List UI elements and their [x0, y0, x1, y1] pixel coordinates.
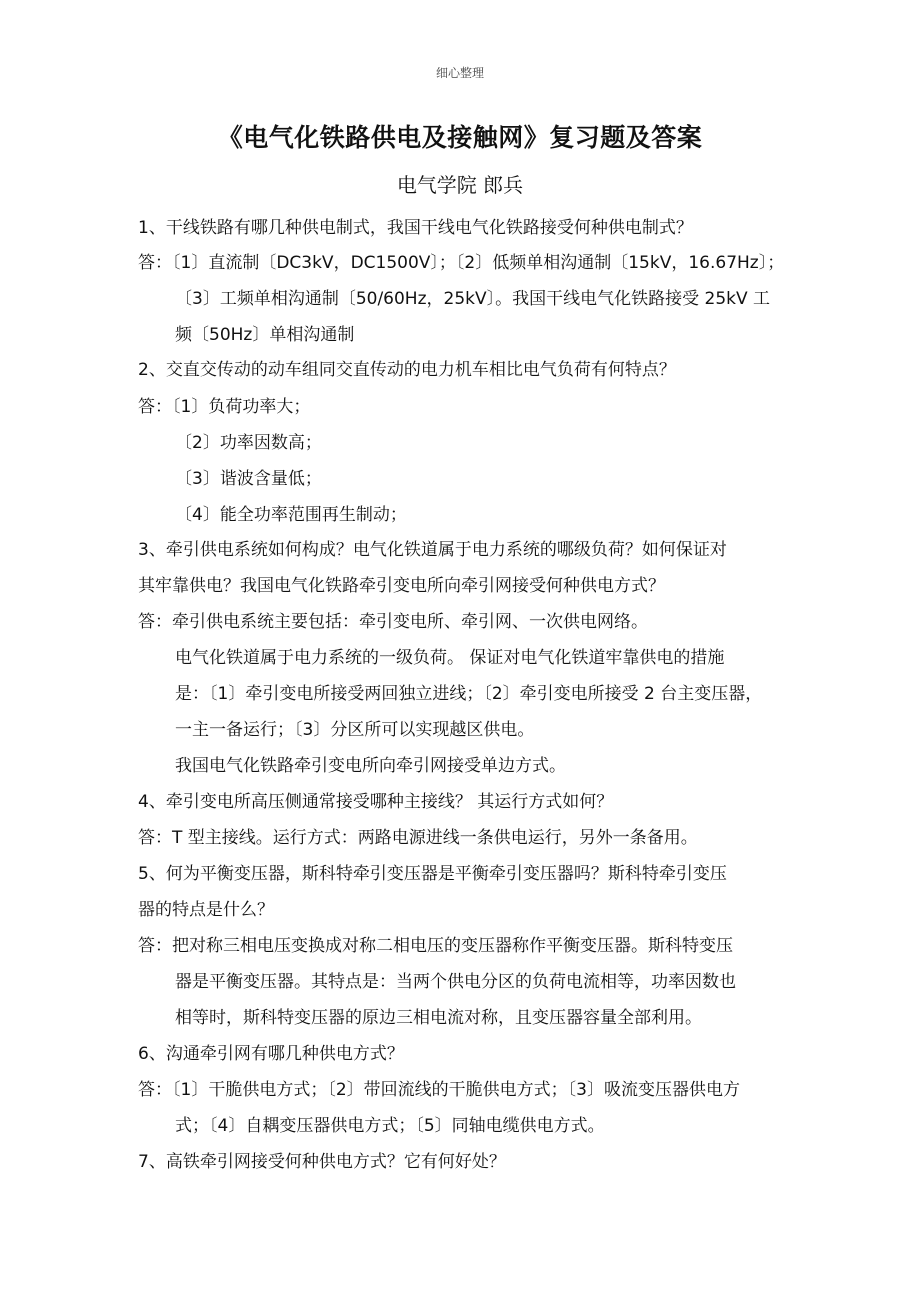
answer-1-line-1: 答：〔1〕直流制〔DC3kV，DC1500V〕；〔2〕低频单相沟通制〔15kV，16.67Hz〕； [138, 253, 785, 273]
question-5-line-1: 5、何为平衡变压器，斯科特牵引变压器是平衡牵引变压器吗？斯科特牵引变压 [138, 864, 727, 884]
answer-6-line-2: 式；〔4〕自耦变压器供电方式；〔5〕同轴电缆供电方式。 [175, 1116, 605, 1136]
question-4-line-1: 4、牵引变电所高压侧通常接受哪种主接线？ 其运行方式如何？ [138, 792, 614, 812]
question-5-line-2: 器的特点是什么？ [138, 900, 274, 920]
question-6-line-1: 6、沟通牵引网有哪几种供电方式？ [138, 1044, 404, 1064]
answer-3-line-3: 是：〔1〕牵引变电所接受两回独立进线；〔2〕牵引变电所接受 2 台主变压器， [175, 684, 763, 704]
answer-3-line-5: 我国电气化铁路牵引变电所向牵引网接受单边方式。 [175, 756, 566, 776]
document-author: 电气学院 郎兵 [396, 173, 524, 197]
document-title: 《电气化铁路供电及接触网》复习题及答案 [217, 123, 703, 152]
header-note: 细心整理 [435, 66, 484, 80]
answer-4-line-1: 答：T 型主接线。运行方式：两路电源进线一条供电运行，另外一条备用。 [138, 828, 698, 848]
question-3-line-2: 其牢靠供电？我国电气化铁路牵引变电所向牵引网接受何种供电方式？ [138, 576, 665, 596]
answer-2-line-3: 〔3〕谐波含量低； [175, 469, 322, 489]
answer-1-line-3: 频〔50Hz〕单相沟通制 [175, 325, 355, 345]
question-3-line-1: 3、牵引供电系统如何构成？电气化铁道属于电力系统的哪级负荷？如何保证对 [138, 540, 727, 560]
answer-2-line-2: 〔2〕功率因数高； [175, 433, 322, 453]
answer-2-line-4: 〔4〕能全功率范围再生制动； [175, 505, 407, 525]
answer-3-line-4: 一主一备运行；〔3〕分区所可以实现越区供电。 [175, 720, 535, 740]
answer-3-line-1: 答：牵引供电系统主要包括：牵引变电所、牵引网、一次供电网络。 [138, 612, 648, 632]
question-1-line-1: 1、干线铁路有哪几种供电制式，我国干线电气化铁路接受何种供电制式？ [138, 218, 693, 238]
answer-6-line-1: 答：〔1〕干脆供电方式；〔2〕带回流线的干脆供电方式；〔3〕吸流变压器供电方 [138, 1080, 740, 1100]
answer-1-line-2: 〔3〕工频单相沟通制〔50/60Hz，25kV〕。我国干线电气化铁路接受 25kV 工 [175, 289, 771, 309]
answer-2-line-1: 答：〔1〕负荷功率大； [138, 397, 311, 417]
answer-5-line-2: 器是平衡变压器。其特点是：当两个供电分区的负荷电流相等，功率因数也 [175, 972, 736, 992]
question-7-line-1: 7、高铁牵引网接受何种供电方式？它有何好处？ [138, 1152, 506, 1172]
answer-5-line-3: 相等时，斯科特变压器的原边三相电流对称，且变压器容量全部利用。 [175, 1008, 702, 1028]
answer-3-line-2: 电气化铁道属于电力系统的一级负荷。 保证对电气化铁道牢靠供电的措施 [175, 648, 725, 668]
answer-5-line-1: 答：把对称三相电压变换成对称二相电压的变压器称作平衡变压器。斯科特变压 [138, 936, 733, 956]
question-2-line-1: 2、交直交传动的动车组同交直传动的电力机车相比电气负荷有何特点？ [138, 360, 676, 380]
